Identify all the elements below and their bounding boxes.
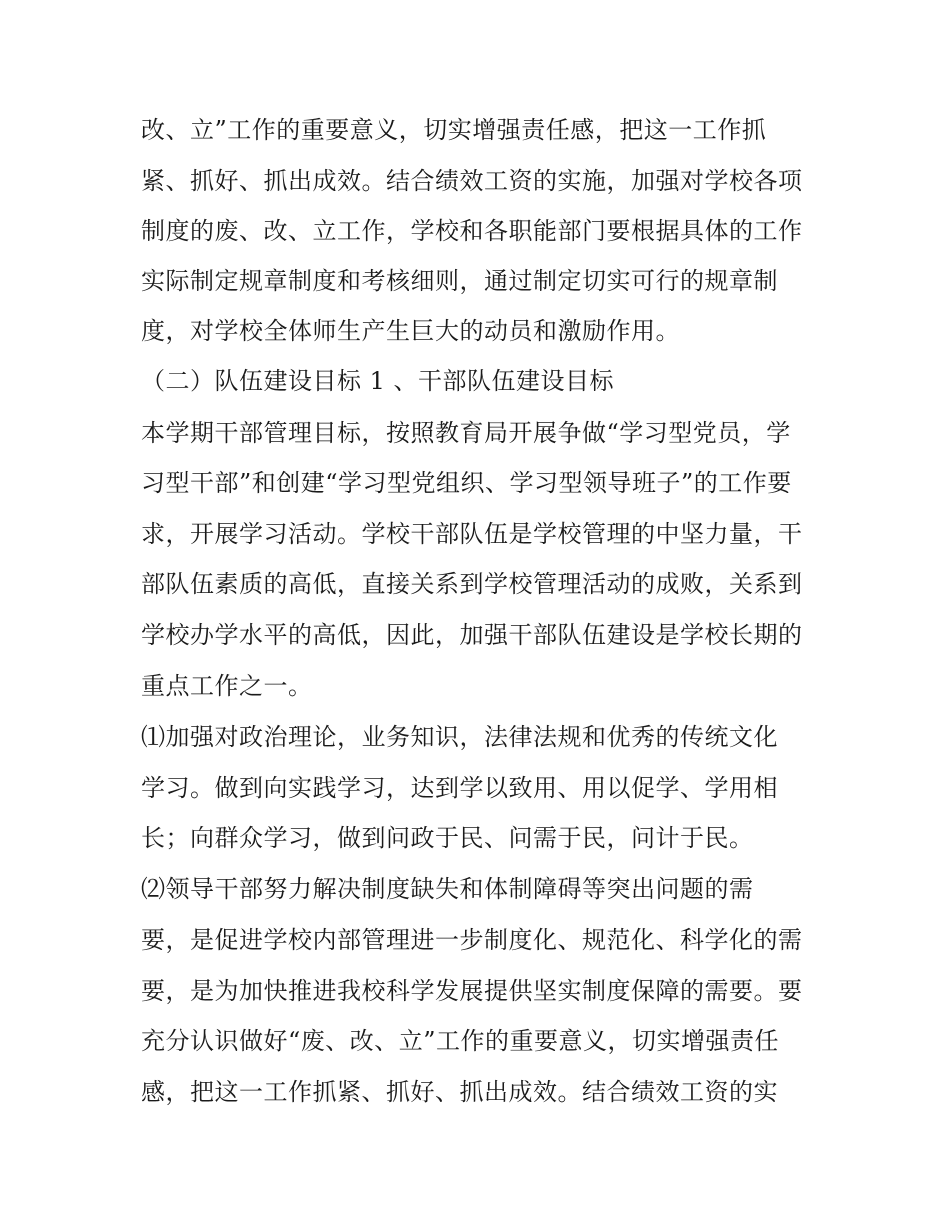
text-line: 制度的废、改、立工作，学校和各职能部门要根据具体的工作	[141, 217, 803, 245]
text-line: 感，把这一工作抓紧、抓好、抓出成效。结合绩效工资的实	[141, 1078, 778, 1106]
text-line: 要，是为加快推进我校科学发展提供坚实制度保障的需要。要	[141, 977, 803, 1005]
text-line: 改、立”工作的重要意义，切实增强责任感，把这一工作抓	[141, 116, 767, 144]
list-item: ⑵领导干部努力解决制度缺失和体制障碍等突出问题的需	[141, 875, 754, 903]
text-line: 学校办学水平的高低，因此，加强干部队伍建设是学校长期的	[141, 621, 803, 649]
list-item: ⑴加强对政治理论，业务知识，法律法规和优秀的传统文化	[141, 723, 778, 751]
text-line: 求，开展学习活动。学校干部队伍是学校管理的中坚力量，干	[141, 520, 803, 548]
text-line: 紧、抓好、抓出成效。结合绩效工资的实施，加强对学校各项	[141, 167, 803, 195]
text-line: 学习。做到向实践学习，达到学以致用、用以促学、学用相	[141, 774, 778, 802]
text-line: 部队伍素质的高低，直接关系到学校管理活动的成败，关系到	[141, 570, 803, 598]
text-line: 长；向群众学习，做到问政于民、问需于民，问计于民。	[141, 824, 754, 852]
text-line: 度，对学校全体师生产生巨大的动员和激励作用。	[141, 317, 680, 345]
text-line: 重点工作之一。	[141, 672, 313, 700]
text-line: 习型干部”和创建“学习型党组织、学习型领导班子”的工作要	[141, 469, 792, 497]
text-line: 要，是促进学校内部管理进一步制度化、规范化、科学化的需	[141, 926, 803, 954]
text-line: 充分认识做好“废、改、立”工作的重要意义，切实增强责任	[141, 1027, 780, 1055]
text-line: 实际制定规章制度和考核细则，通过制定切实可行的规章制	[141, 267, 778, 295]
text-line: 本学期干部管理目标，按照教育局开展争做“学习型党员，学	[141, 419, 791, 447]
section-heading: （二）队伍建设目标 1 、干部队伍建设目标	[141, 367, 615, 395]
